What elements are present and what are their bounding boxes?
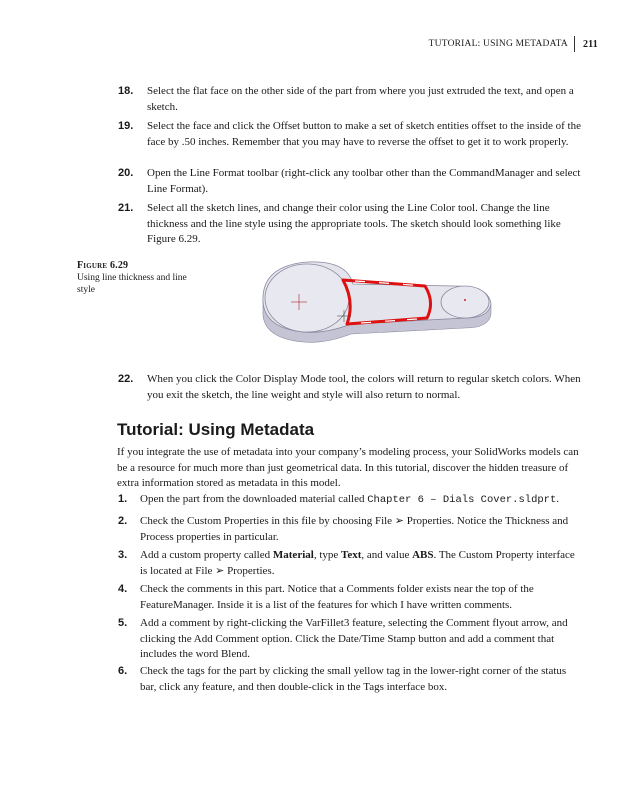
step-text: Open the part from the downloaded material called Chapter 6 – Dials Cover.sldprt.: [140, 493, 560, 506]
tutorial-step-6: [118, 664, 584, 695]
step-number: 22.: [118, 373, 134, 385]
step-text: Select the face and click the Offset button to make a set of sketch entities offset to the inside of the face by .50 inches. Remember that you may have to reverse the offset to get it to work properly.: [147, 120, 581, 148]
step-number: 19.: [118, 120, 134, 132]
step-20: [118, 166, 584, 197]
step-text: Check the tags for the part by clicking the small yellow tag in the lower-right corner of the status bar, click any feature, and then double-click in the Tags interface box.: [140, 665, 567, 693]
step-22: [118, 372, 584, 403]
step-text: Check the Custom Properties in this file by choosing File ➢ Properties. Notice the Thickness and Process properties in particular.: [140, 515, 569, 543]
page-number: 211: [582, 38, 598, 50]
step-number: 6.: [118, 665, 128, 677]
step-text: Select the flat face on the other side of the part from where you just extruded the text, and open a sketch.: [147, 85, 574, 113]
tutorial-step-3: [118, 548, 584, 579]
tutorial-step-2: [118, 514, 584, 545]
small-boss: [441, 286, 489, 318]
step-19: [118, 119, 584, 150]
tutorial-step-4: [118, 582, 584, 613]
step-text: Open the Line Format toolbar (right-click any toolbar other than the CommandManager and select Line Format).: [147, 167, 581, 195]
step-number: 1.: [118, 493, 128, 505]
figure-caption-text: Using line thickness and line style: [77, 273, 187, 295]
step-number: 21.: [118, 202, 134, 214]
figure-part-sketch: [255, 258, 495, 358]
step-number: 3.: [118, 549, 128, 561]
boss-center-point: [464, 299, 466, 301]
step-text: When you click the Color Display Mode tool, the colors will return to regular sketch colors. When you exit the sketch, the line weight and style will also return to normal.: [147, 373, 581, 401]
step-18: [118, 84, 584, 115]
step-21: [118, 201, 584, 248]
step-number: 20.: [118, 167, 134, 179]
step-text: Add a comment by right-clicking the VarFillet3 feature, selecting the Comment flyout arrow, and clicking the Add Comment option. Click the Date/Time Stamp button and add a comment that includes the word Blend.: [140, 617, 568, 660]
figure-label: Figure 6.29: [77, 260, 129, 271]
step-number: 4.: [118, 583, 128, 595]
step-number: 2.: [118, 515, 128, 527]
tutorial-step-1: [118, 492, 584, 509]
step-text: Check the comments in this part. Notice that a Comments folder exists near the top of the FeatureManager. Inside it is a list of the features for which I have written comments.: [140, 583, 534, 611]
section-heading: Tutorial: Using Metadata: [117, 420, 315, 439]
step-number: 18.: [118, 85, 134, 97]
figure-caption: [77, 260, 187, 296]
step-number: 5.: [118, 617, 128, 629]
step-text: Add a custom property called Material, type Text, and value ABS. The Custom Property interface is located at File ➢ Properties.: [140, 549, 575, 577]
running-header: [429, 37, 598, 51]
section-intro: If you integrate the use of metadata into your company’s modeling process, your SolidWorks models can be a resource for much more than just geometrical data. In this tutorial, discover the hidden treasure of extra information stored as metadata in this model.: [117, 446, 579, 489]
step-text: Select all the sketch lines, and change their color using the Line Color tool. Change the line thickness and the line style using the appropriate tools. The sketch should look something like Figure 6.29.: [147, 202, 561, 245]
header-divider: [574, 36, 575, 52]
tutorial-step-5: [118, 616, 584, 663]
large-dial: [265, 264, 349, 332]
file-name: Chapter 6 – Dials Cover.sldprt: [367, 494, 557, 506]
header-title: TUTORIAL: USING METADATA: [428, 39, 568, 49]
